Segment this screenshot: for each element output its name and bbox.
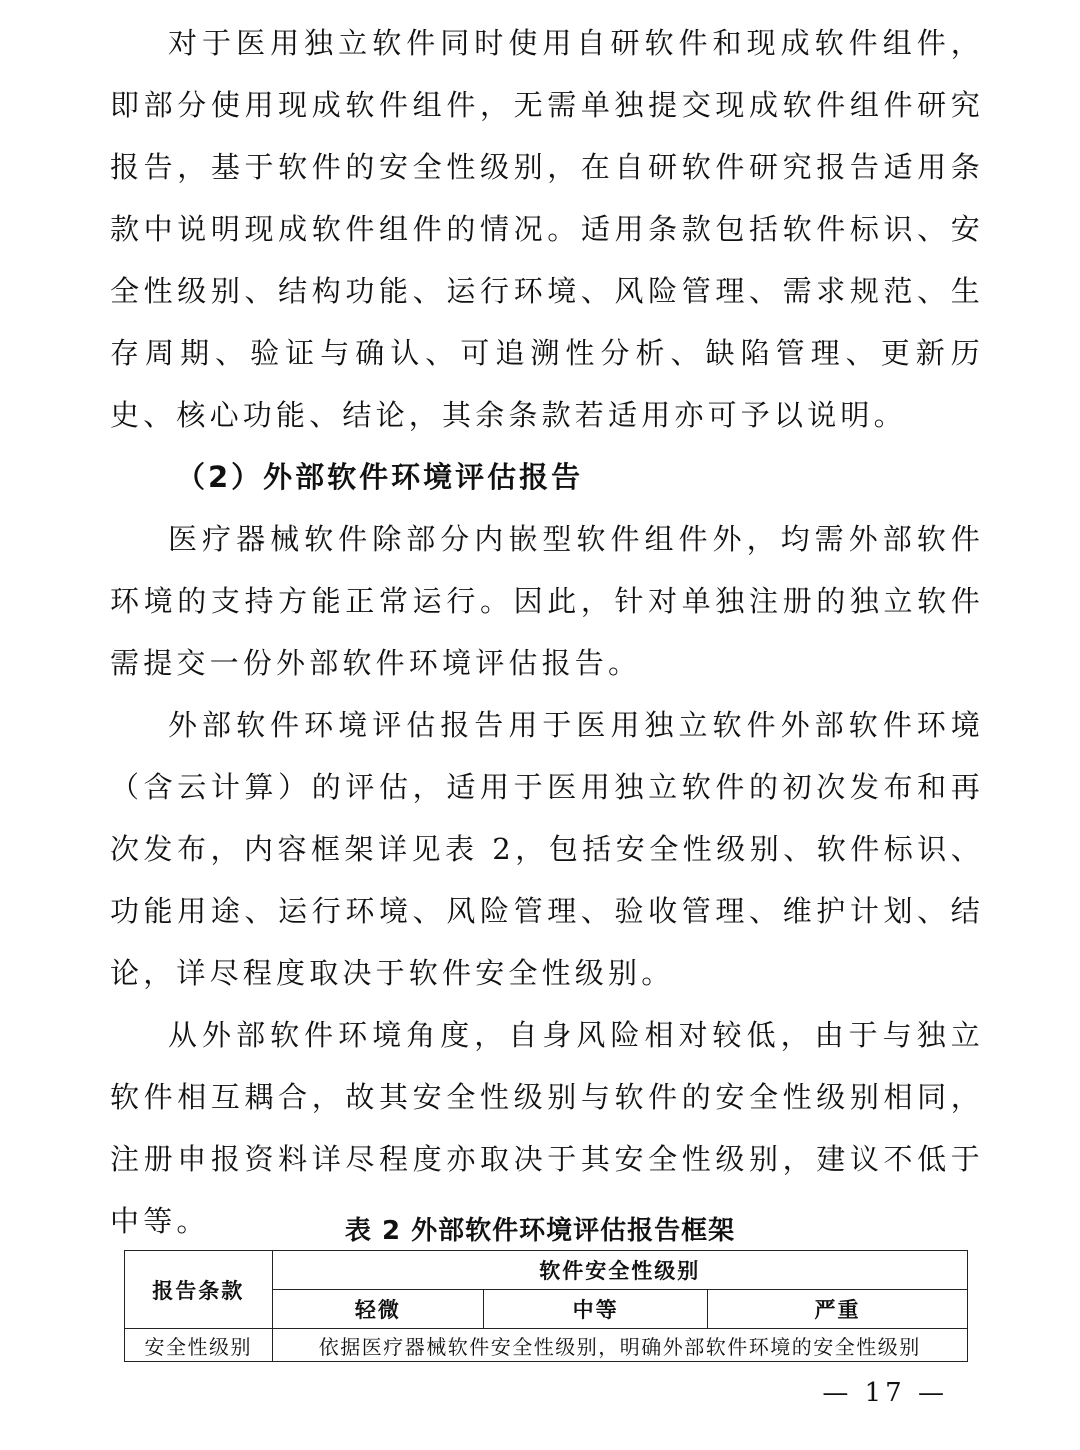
paragraph-4: 从外部软件环境角度，自身风险相对较低，由于与独立软件相互耦合，故其安全性级别与软件的安全性级别相同，注册申报资料详尽程度亦取决于其安全性级别，建议不低于中等。 — [110, 1018, 984, 1238]
header-clause: 报告条款 — [125, 1251, 273, 1329]
table-header-row — [125, 1251, 968, 1290]
body-text — [110, 12, 984, 1252]
paragraph-2: 医疗器械软件除部分内嵌型软件组件外，均需外部软件环境的支持方能正常运行。因此，针对单独注册的独立软件需提交一份外部软件环境评估报告。 — [110, 522, 984, 680]
section-heading: （2）外部软件环境评估报告 — [176, 460, 584, 494]
header-level-major: 严重 — [708, 1290, 968, 1329]
header-safety-level: 软件安全性级别 — [272, 1251, 967, 1290]
header-level-minor: 轻微 — [272, 1290, 484, 1329]
table-row — [125, 1329, 968, 1362]
paragraph-1: 对于医用独立软件同时使用自研软件和现成软件组件，即部分使用现成软件组件，无需单独提交现成软件组件研究报告，基于软件的安全性级别，在自研软件研究报告适用条款中说明现成软件组件的情况。适用条款包括软件标识、安全性级别、结构功能、运行环境、风险管理、需求规范、生存周期、验证与确认、可追溯性分析、缺陷管理、更新历史、核心功能、结论，其余条款若适用亦可予以说明。 — [110, 26, 984, 432]
row-content: 依据医疗器械软件安全性级别，明确外部软件环境的安全性级别 — [272, 1329, 967, 1362]
table-caption: 表 2 外部软件环境评估报告框架 — [344, 1216, 736, 1246]
framework-table — [124, 1250, 968, 1362]
paragraph-3: 外部软件环境评估报告用于医用独立软件外部软件环境（含云计算）的评估，适用于医用独立软件的初次发布和再次发布，内容框架详见表 2，包括安全性级别、软件标识、功能用途、运行环境、风险管理、验收管理、维护计划、结论，详尽程度取决于软件安全性级别。 — [110, 708, 984, 990]
row-clause: 安全性级别 — [125, 1329, 273, 1362]
header-level-moderate: 中等 — [484, 1290, 708, 1329]
page-number: — 17 — — [822, 1378, 948, 1408]
